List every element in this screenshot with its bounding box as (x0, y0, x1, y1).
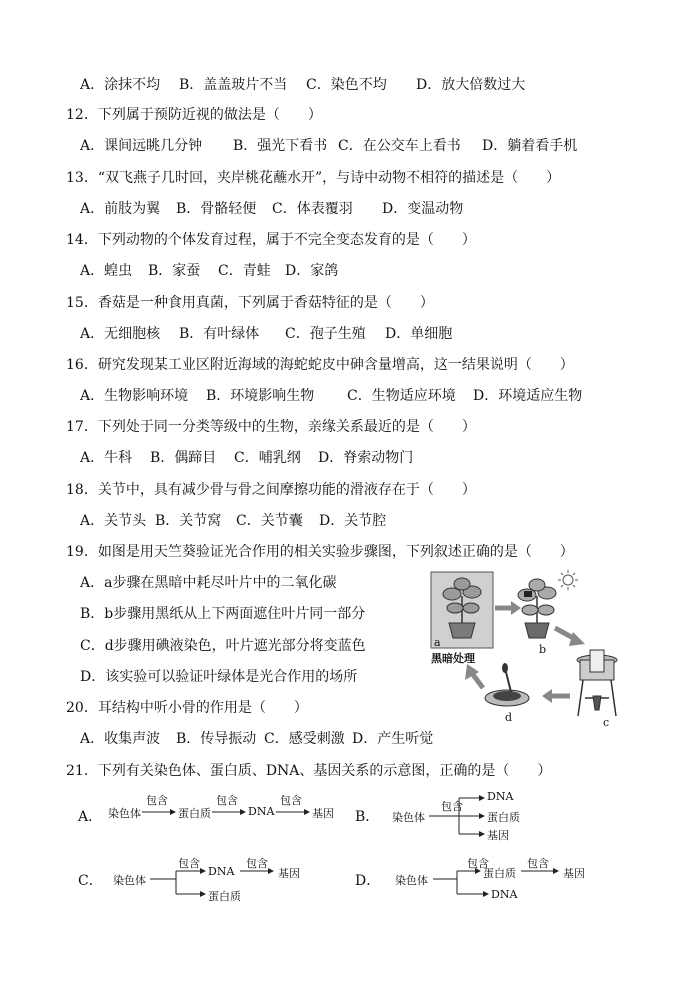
q21-b-dna: DNA (487, 790, 514, 803)
q21-c-arrows (78, 852, 318, 904)
q21-a-arrows (78, 790, 348, 835)
figure-label-dark-treatment: 黑暗处理 (431, 652, 475, 665)
q21-c-protein: 蛋白质 (208, 890, 241, 903)
q13-option-d[interactable]: D．变温动物 (382, 201, 464, 217)
q21-c-letter: C． (78, 873, 103, 889)
q21-d-letter: D． (355, 873, 381, 889)
q12-stem: 12．下列属于预防近视的做法是（ ） (66, 107, 322, 123)
q11-option-b[interactable]: B．盖盖玻片不当 (179, 77, 288, 93)
q18-option-c[interactable]: C．关节囊 (236, 513, 303, 529)
q21-option-d[interactable] (355, 852, 605, 904)
q12-option-c[interactable]: C．在公交车上看书 (338, 138, 461, 154)
q20-option-d[interactable]: D．产生听觉 (352, 731, 434, 747)
q17-option-a[interactable]: A．牛科 (80, 450, 133, 466)
q19-stem: 19．如图是用天竺葵验证光合作用的相关实验步骤图，下列叙述正确的是（ ） (66, 544, 574, 560)
q21-a-contains-3: 包含 (280, 794, 302, 807)
q18-option-b[interactable]: B．关节窝 (155, 513, 222, 529)
q12-options (80, 137, 577, 155)
q13-option-a[interactable]: A．前肢为翼 (80, 201, 161, 217)
q20-options (80, 730, 433, 748)
q14-option-c[interactable]: C．青蛙 (218, 263, 271, 279)
q19-option-a[interactable]: A．a步骤在黑暗中耗尽叶片中的二氧化碳 (80, 575, 337, 591)
q21-d-chromosome: 染色体 (395, 874, 428, 887)
q11-option-c[interactable]: C．染色不均 (306, 77, 387, 93)
q19-option-b[interactable]: B．b步骤用黑纸从上下两面遮住叶片同一部分 (80, 606, 366, 622)
q21-b-contains: 包含 (441, 800, 463, 813)
q20-option-b[interactable]: B．传导振动 (176, 731, 257, 747)
q14-option-a[interactable]: A．蝗虫 (80, 263, 133, 279)
q15-option-a[interactable]: A．无细胞核 (80, 326, 161, 342)
q20-option-a[interactable]: A．收集声波 (80, 731, 161, 747)
q13-options (80, 200, 463, 218)
q11-option-d[interactable]: D．放大倍数过大 (416, 77, 526, 93)
q13-option-b[interactable]: B．骨骼轻便 (176, 201, 257, 217)
q15-options (80, 325, 452, 343)
q16-options (80, 387, 582, 405)
q21-a-gene: 基因 (312, 807, 334, 820)
q17-option-b[interactable]: B．偶蹄目 (150, 450, 217, 466)
q17-option-c[interactable]: C．哺乳纲 (234, 450, 301, 466)
q21-a-letter: A． (78, 809, 103, 825)
q18-stem: 18．关节中，具有减少骨与骨之间摩擦功能的滑液存在于（ ） (66, 482, 476, 498)
q21-option-b[interactable] (355, 790, 555, 842)
q19-option-d[interactable]: D．该实验可以验证叶绿体是光合作用的场所 (80, 669, 358, 685)
q21-b-arrows (355, 790, 555, 842)
q21-c-contains-1: 包含 (178, 857, 200, 870)
q18-option-d[interactable]: D．关节腔 (319, 513, 387, 529)
q19-experiment-figure (425, 568, 620, 733)
q21-d-arrows (355, 852, 605, 904)
q12-option-a[interactable]: A．课间远眺几分钟 (80, 138, 203, 154)
figure-label-a: a (434, 636, 441, 649)
q21-b-chromosome: 染色体 (392, 811, 425, 824)
q11-options (80, 76, 525, 94)
q21-a-dna: DNA (248, 805, 275, 818)
q12-option-b[interactable]: B．强光下看书 (233, 138, 328, 154)
q11-option-a[interactable]: A．涂抹不均 (80, 77, 161, 93)
q15-option-d[interactable]: D．单细胞 (385, 326, 453, 342)
q13-stem: 13．“双飞燕子几时回，夹岸桃花蘸水开”，与诗中动物不相符的描述是（ ） (66, 170, 561, 186)
q16-option-d[interactable]: D．环境适应生物 (473, 388, 583, 404)
q16-option-a[interactable]: A．生物影响环境 (80, 388, 189, 404)
q21-d-protein: 蛋白质 (483, 867, 516, 880)
q17-option-d[interactable]: D．脊索动物门 (318, 450, 414, 466)
q16-option-b[interactable]: B．环境影响生物 (206, 388, 315, 404)
q14-options (80, 262, 338, 280)
q13-option-c[interactable]: C．体表覆羽 (272, 201, 353, 217)
q14-option-d[interactable]: D．家鸽 (285, 263, 339, 279)
figure-label-b: b (539, 643, 547, 656)
q14-stem: 14．下列动物的个体发育过程，属于不完全变态发育的是（ ） (66, 232, 476, 248)
q20-option-c[interactable]: C．感受刺激 (264, 731, 345, 747)
q21-c-contains-2: 包含 (246, 857, 268, 870)
q16-option-c[interactable]: C．生物适应环境 (347, 388, 456, 404)
q21-stem: 21．下列有关染色体、蛋白质、DNA、基因关系的示意图，正确的是（ ） (66, 763, 552, 779)
q21-a-contains-2: 包含 (216, 794, 238, 807)
q12-option-d[interactable]: D．躺着看手机 (482, 138, 578, 154)
q16-stem: 16．研究发现某工业区附近海域的海蛇蛇皮中砷含量增高，这一结果说明（ ） (66, 357, 574, 373)
q21-a-protein: 蛋白质 (178, 807, 211, 820)
q18-option-a[interactable]: A．关节头 (80, 513, 147, 529)
q21-b-protein: 蛋白质 (487, 811, 520, 824)
q15-option-b[interactable]: B．有叶绿体 (179, 326, 260, 342)
q19-option-c[interactable]: C．d步骤用碘液染色，叶片遮光部分将变蓝色 (80, 638, 366, 654)
q21-d-contains-1: 包含 (467, 857, 489, 870)
q17-options (80, 449, 413, 467)
q20-stem: 20．耳结构中听小骨的作用是（ ） (66, 700, 308, 716)
figure-label-d: d (505, 711, 513, 724)
q15-option-c[interactable]: C．孢子生殖 (285, 326, 366, 342)
q21-option-a[interactable] (78, 790, 348, 835)
q21-option-c[interactable] (78, 852, 318, 904)
q21-c-dna: DNA (208, 865, 235, 878)
q17-stem: 17．下列处于同一分类等级中的生物，亲缘关系最近的是（ ） (66, 419, 476, 435)
q21-d-dna: DNA (491, 888, 518, 901)
figure-label-c: c (603, 716, 610, 729)
q21-b-gene: 基因 (487, 829, 509, 842)
q14-option-b[interactable]: B．家蚕 (148, 263, 201, 279)
q21-b-letter: B． (355, 809, 380, 825)
q21-c-chromosome: 染色体 (113, 874, 146, 887)
q21-c-gene: 基因 (278, 867, 300, 880)
q15-stem: 15．香菇是一种食用真菌，下列属于香菇特征的是（ ） (66, 295, 434, 311)
q21-a-chromosome: 染色体 (108, 807, 141, 820)
q21-a-contains-1: 包含 (146, 794, 168, 807)
q21-d-gene: 基因 (563, 867, 585, 880)
q18-options (80, 512, 386, 530)
q21-d-contains-2: 包含 (527, 857, 549, 870)
